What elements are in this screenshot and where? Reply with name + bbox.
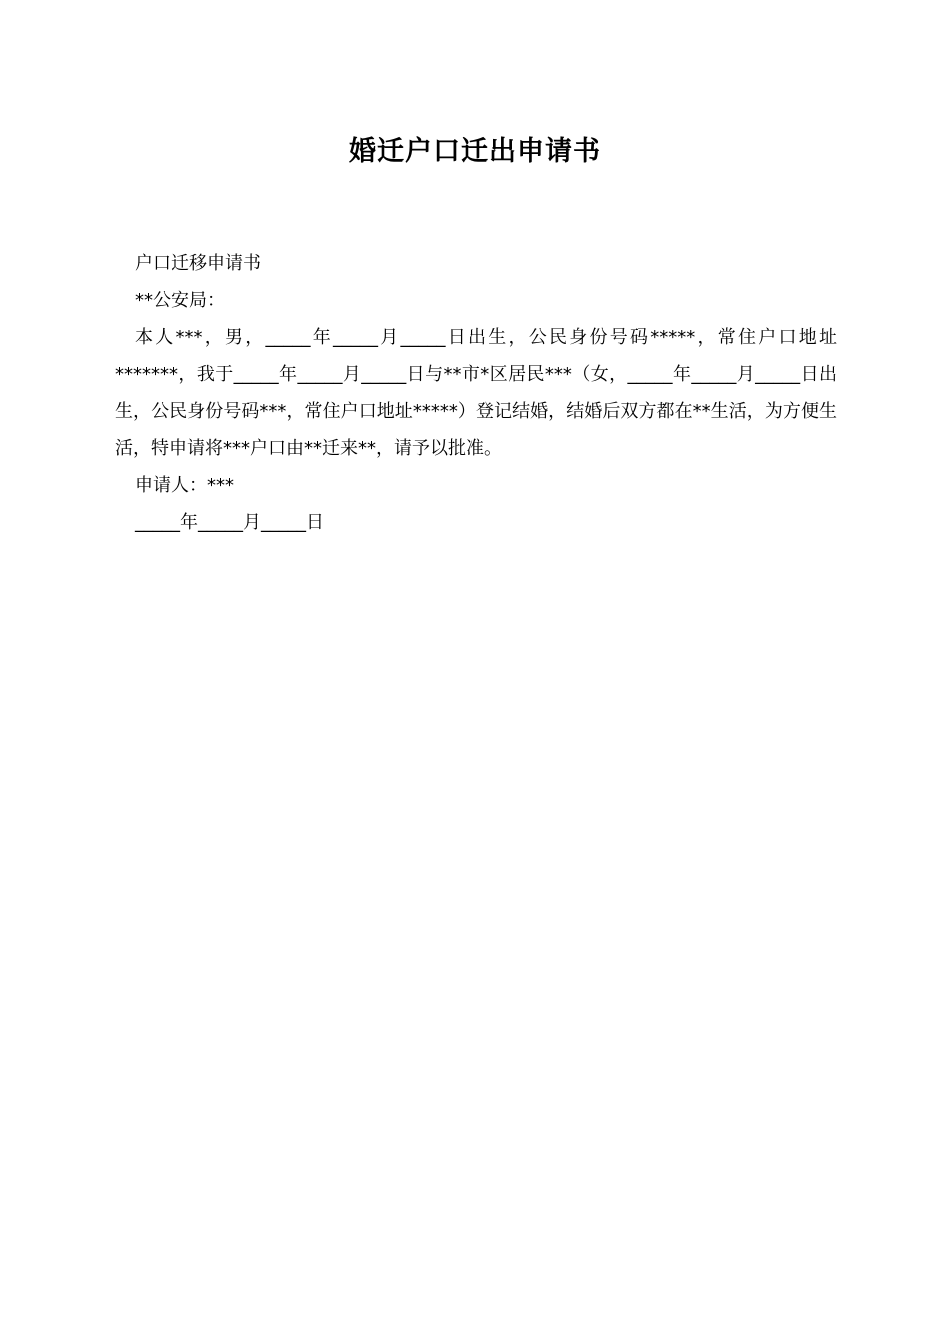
document-body xyxy=(115,245,837,541)
addressee-line: **公安局： xyxy=(135,290,225,311)
document-heading: 户口迁移申请书 xyxy=(135,253,261,274)
date-line: _____年_____月_____日 xyxy=(135,512,324,533)
document-title: 婚迁户口迁出申请书 xyxy=(349,136,601,167)
body-paragraph: 本人***，男，_____年_____月_____日出生，公民身份号码*****，常住户口地址*******，我于_____年_____月_____日与**市*区居民***（女，_____年_____月_____日出生，公民身份号码***，常住户口地址*****）登记结婚，结婚后双方都在**生活，为方便生活，特申请将***户口由**迁来**，请予以批准。 xyxy=(115,327,837,459)
applicant-line: 申请人：*** xyxy=(135,475,234,496)
